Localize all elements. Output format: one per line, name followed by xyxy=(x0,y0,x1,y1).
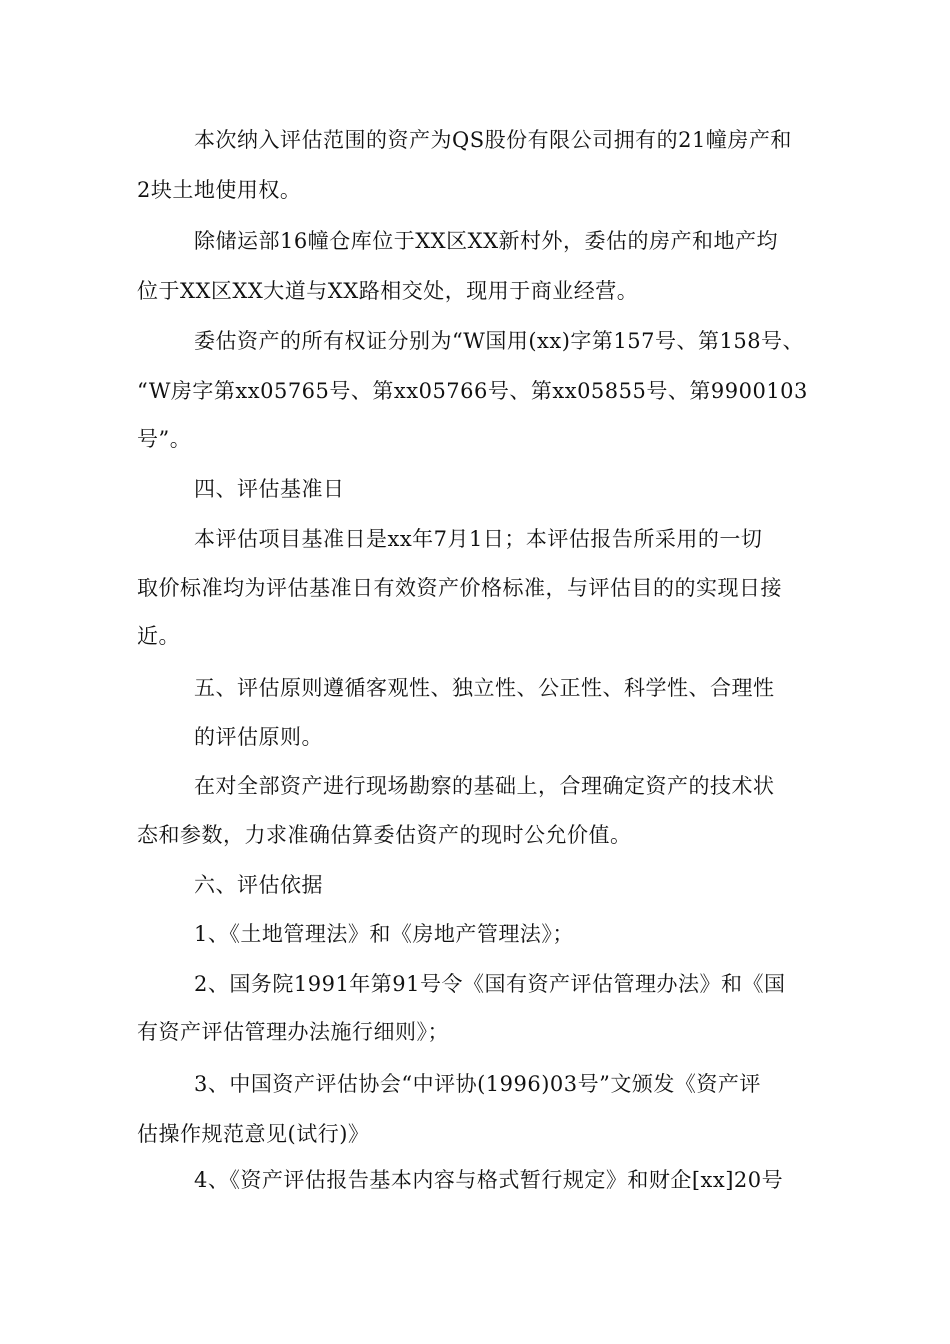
list-item: 2、国务院1991年第91号令《国有资产评估管理办法》和《国 xyxy=(194,972,786,996)
text-line: 估操作规范意见(试行)》 xyxy=(137,1122,370,1146)
section-heading: 五、评估原则遵循客观性、独立性、公正性、科学性、合理性 xyxy=(194,676,775,700)
text-line: 有资产评估管理办法施行细则》； xyxy=(137,1020,449,1044)
list-item: 4、《资产评估报告基本内容与格式暂行规定》和财企[xx]20号 xyxy=(194,1168,784,1192)
text-line: 位于XX区XX大道与XX路相交处，现用于商业经营。 xyxy=(137,279,639,303)
text-line: “W房字第xx05765号、第xx05766号、第xx05855号、第9900103 xyxy=(137,379,808,403)
text-line: 的评估原则。 xyxy=(194,725,323,749)
text-line: 本次纳入评估范围的资产为QS股份有限公司拥有的21幢房产和 xyxy=(194,128,792,152)
text-line: 号”。 xyxy=(137,427,192,451)
section-heading: 四、评估基准日 xyxy=(194,477,345,501)
list-item: 1、《土地管理法》和《房地产管理法》； xyxy=(194,922,574,946)
text-line: 2块土地使用权。 xyxy=(137,178,302,202)
section-heading: 六、评估依据 xyxy=(194,873,323,897)
text-line: 在对全部资产进行现场勘察的基础上，合理确定资产的技术状 xyxy=(194,774,775,798)
text-line: 本评估项目基准日是xx年7月1日；本评估报告所采用的一切 xyxy=(194,527,763,551)
text-line: 除储运部16幢仓库位于XX区XX新村外，委估的房产和地产均 xyxy=(194,229,779,253)
text-line: 委估资产的所有权证分别为“W国用(xx)字第157号、第158号、 xyxy=(194,329,805,353)
list-item: 3、中国资产评估协会“中评协(1996)03号”文颁发《资产评 xyxy=(194,1072,761,1096)
text-line: 取价标准均为评估基准日有效资产价格标准，与评估目的的实现日接 xyxy=(137,576,782,600)
text-line: 态和参数，力求准确估算委估资产的现时公允价值。 xyxy=(137,823,632,847)
text-line: 近。 xyxy=(137,624,180,648)
